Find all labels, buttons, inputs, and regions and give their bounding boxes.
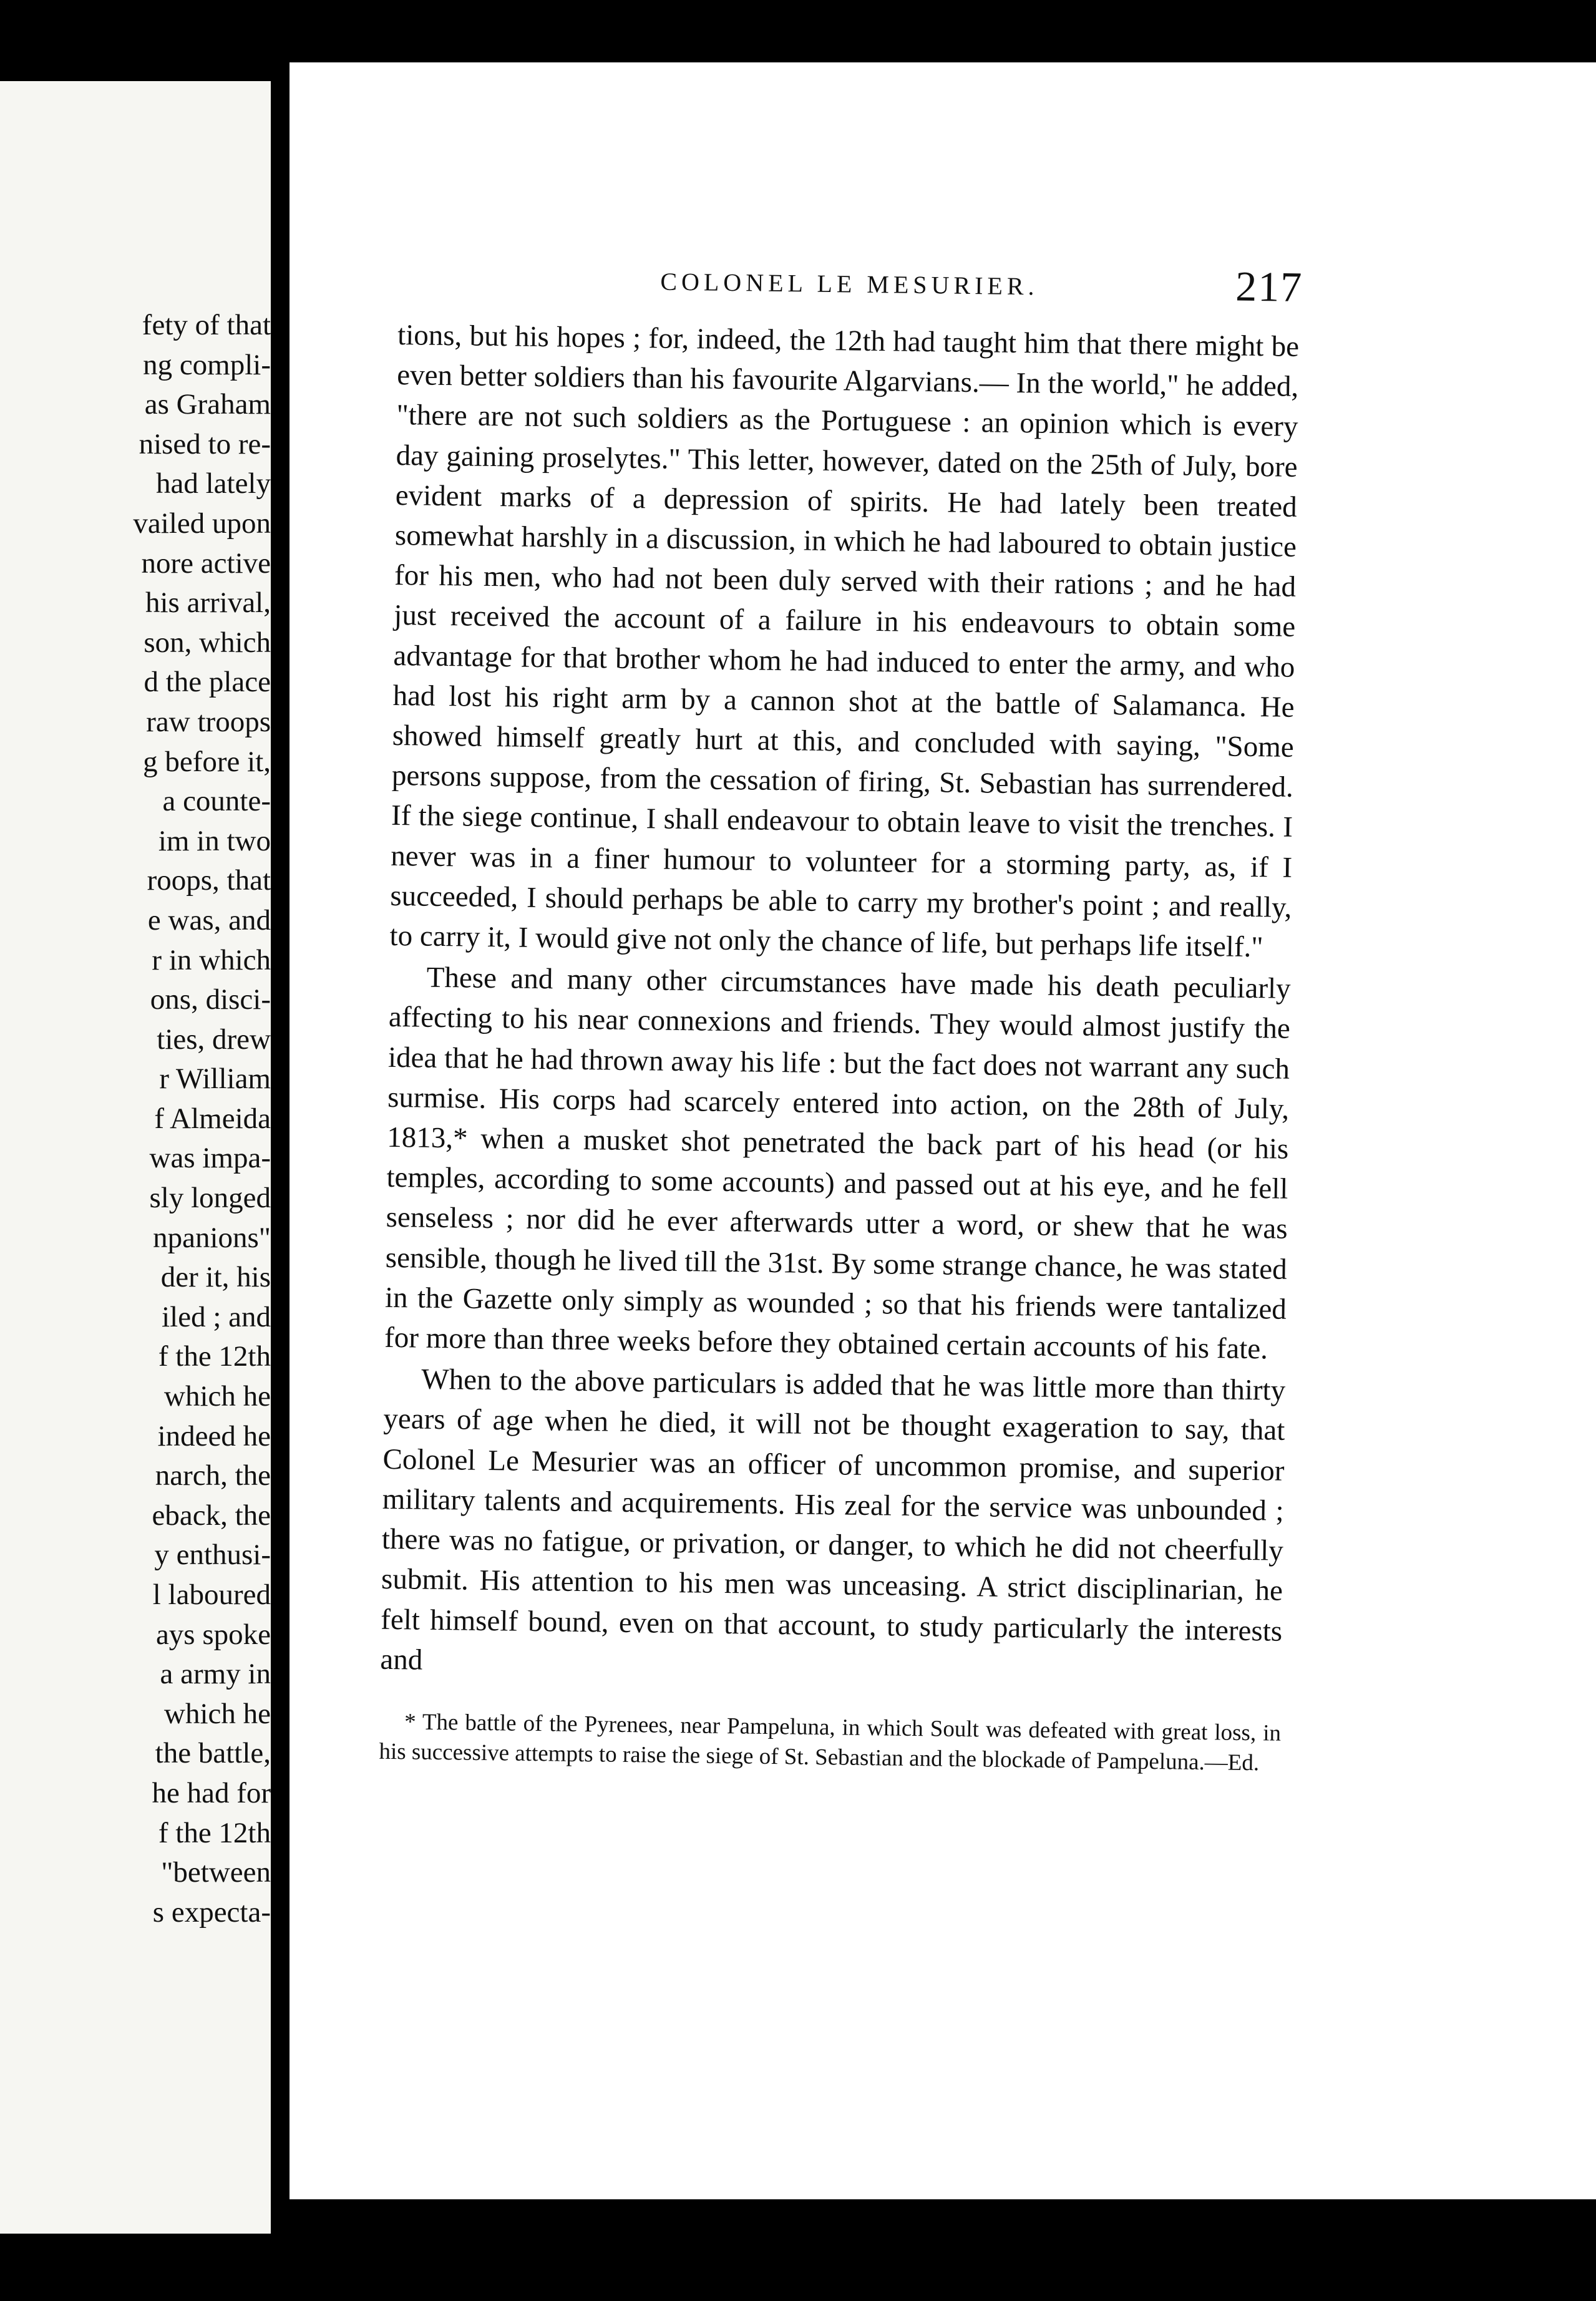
left-page-line: his arrival, bbox=[145, 586, 271, 620]
left-page-line: npanions" bbox=[153, 1221, 271, 1254]
left-page-line: der it, his bbox=[160, 1261, 271, 1294]
left-page-line: ons, disci- bbox=[150, 983, 271, 1016]
left-page-line: had lately bbox=[155, 467, 271, 500]
left-page-line: f Almeida bbox=[154, 1102, 271, 1135]
left-page-line: im in two bbox=[158, 824, 271, 857]
left-page-line: indeed he bbox=[157, 1419, 271, 1452]
left-page-line: l laboured bbox=[152, 1579, 271, 1611]
left-page-line: ties, drew bbox=[157, 1023, 271, 1056]
left-page-line: a army in bbox=[160, 1658, 271, 1691]
left-page-line: f the 12th bbox=[158, 1340, 271, 1373]
page-number: 217 bbox=[1235, 262, 1303, 311]
running-head-title: COLONEL LE MESURIER. bbox=[660, 267, 1039, 301]
left-page-line: he had for bbox=[152, 1776, 271, 1809]
left-page-line: the battle, bbox=[155, 1737, 271, 1770]
left-page-line: nore active bbox=[141, 547, 271, 580]
left-page-line: narch, the bbox=[155, 1459, 271, 1492]
running-head bbox=[398, 250, 1303, 327]
left-page-line: f the 12th bbox=[158, 1816, 271, 1849]
left-page-line: eback, the bbox=[152, 1499, 271, 1532]
left-page-line: r in which bbox=[152, 943, 271, 976]
left-page-line: d the place bbox=[144, 666, 271, 699]
left-page-line: s expecta- bbox=[152, 1895, 271, 1929]
left-page-line: nised to re- bbox=[139, 427, 271, 460]
right-page-content bbox=[379, 250, 1303, 1779]
left-page-line: iled ; and bbox=[162, 1300, 271, 1333]
right-page bbox=[290, 62, 1596, 2199]
left-page-line: "between bbox=[161, 1856, 271, 1889]
left-page-line: which he bbox=[164, 1697, 271, 1730]
left-page-line: r William bbox=[159, 1063, 271, 1096]
left-page-line: a counte- bbox=[162, 785, 271, 818]
left-page-line: e was, and bbox=[147, 903, 271, 936]
left-page-line: as Graham bbox=[144, 388, 271, 421]
left-page-line: son, which bbox=[144, 626, 271, 659]
left-page-line: which he bbox=[164, 1380, 271, 1413]
footnote: * The battle of the Pyrenees, near Pampeluna, in which Soult was defeated with great loss, in his successive attempts to raise the siege of St. Sebastian and the blockade of Pampeluna.—Ed. bbox=[379, 1709, 1282, 1776]
left-page-line: raw troops bbox=[146, 705, 271, 738]
paragraph: When to the above particulars is added that he was little more than thirty years of age when he died, it will not be thought exageration to say, that Colonel Le Mesurier was an officer of uncommon promise, and superior military talents and acquirements. His zeal for the service was unbounded ; there was no fatigue, or privation, or danger, to which he did not cheerfully submit. His attention to his men was unceasing. A strict disciplinarian, he felt himself bound, even on that account, to study particularly the interests and bbox=[380, 1363, 1286, 1676]
left-page-line: ng compli- bbox=[143, 348, 271, 381]
paragraph: tions, but his hopes ; for, indeed, the 12th had taught him that there might be even better soldiers than his favourite Algarvians.— In the world," he added, "there are not such soldiers as the Portuguese : an opinion which is every day gaining proselytes." This letter, however, dated on the 25th of July, bore evident marks of a depression of spirits. He had lately been treated somewhat harshly in a discussion, in which he had laboured to obtain justice for his men, who had not been duly served with their rations ; and he had just received the account of a failure in his endeavours to obtain some advantage for that brother whom he had induced to enter the army, and who had lost his right arm by a cannon shot at the battle of Salamanca. He showed himself greatly hurt at this, and concluded with saying, "Some persons suppose, from the cessation of firing, St. Sebastian has surrendered. If the siege continue, I shall endeavour to obtain leave to visit the trenches. I never was in a finer humour to volunteer for a storming party, as, if I succeeded, I should perhaps be able to carry my brother's point ; and really, to carry it, I would give not only the chance of life, but perhaps life itself." bbox=[389, 318, 1300, 964]
left-page-line: was impa- bbox=[149, 1142, 271, 1175]
left-page-line: g before it, bbox=[143, 745, 271, 778]
book-gutter bbox=[271, 0, 290, 2301]
left-page-line: ays spoke bbox=[155, 1618, 271, 1651]
left-page-line: sly longed bbox=[149, 1182, 271, 1215]
left-page-line: roops, that bbox=[147, 864, 271, 897]
paragraph: These and many other circumstances have made his death peculiarly affecting to his near connexions and friends. They would almost justify the idea that he had thrown away his life : but the fact does not warrant any such surmise. His corps had scarcely entered into action, on the 28th of July, 1813,* when a musket shot penetrated the back part of his head (or his temples, according to some accounts) and passed out at his eye, and he fell senseless ; nor did he ever afterwards utter a word, or shew that he was sensible, though he lived till the 31st. By some strange chance, he was stated in the Gazette only simply as wounded ; so that his friends were tantalized for more than three weeks before they obtained certain accounts of his fate. bbox=[384, 961, 1291, 1366]
left-page-line: y enthusi- bbox=[154, 1539, 271, 1572]
left-page-line: fety of that bbox=[142, 309, 271, 341]
left-page-text bbox=[0, 306, 271, 1932]
left-page-line: vailed upon bbox=[133, 507, 271, 540]
body-text bbox=[380, 315, 1300, 1691]
left-page bbox=[0, 81, 271, 2234]
